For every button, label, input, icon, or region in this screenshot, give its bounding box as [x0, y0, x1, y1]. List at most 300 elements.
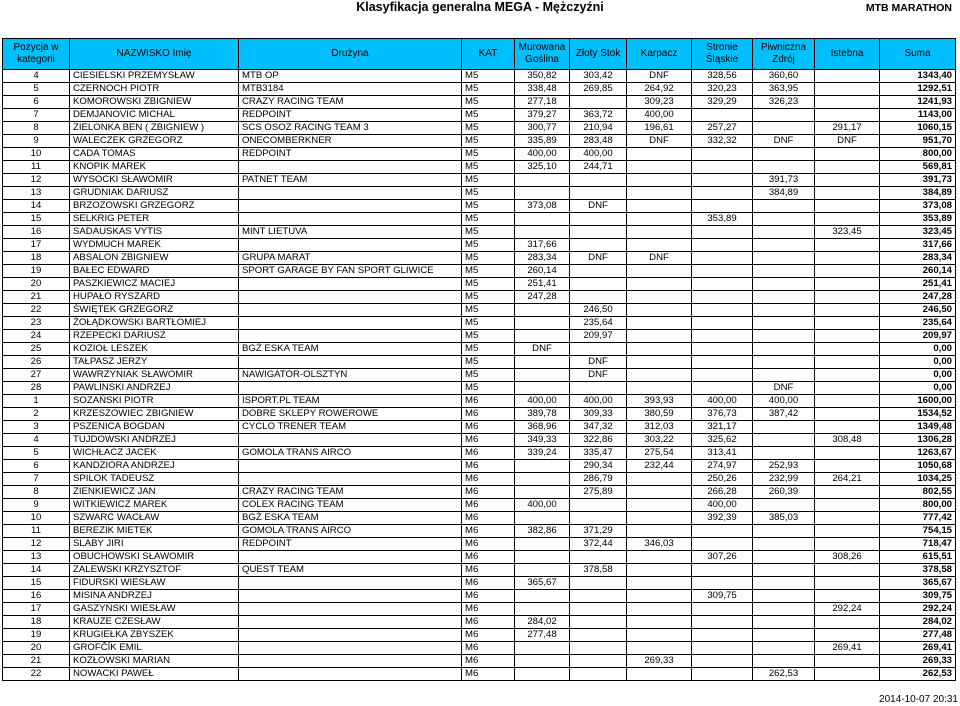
piwniczna-zdroj-cell: [753, 330, 815, 343]
category-cell: M6: [462, 525, 515, 538]
zloty-stok-cell: 372,44: [570, 538, 627, 551]
murowana-goslina-cell: 283,34: [515, 252, 570, 265]
table-row: [3, 226, 956, 239]
stronie-slaskie-cell: [692, 382, 753, 395]
sum-cell: 0,00: [880, 369, 956, 382]
name-cell: WAWRZYNIAK SŁAWOMIR: [70, 369, 239, 382]
stronie-slaskie-cell: 400,00: [692, 499, 753, 512]
category-cell: M6: [462, 629, 515, 642]
table-row: [3, 343, 956, 356]
category-cell: M6: [462, 577, 515, 590]
table-row: [3, 304, 956, 317]
zloty-stok-cell: [570, 577, 627, 590]
murowana-goslina-cell: 338,48: [515, 83, 570, 96]
zloty-stok-cell: DNF: [570, 369, 627, 382]
murowana-goslina-cell: [515, 473, 570, 486]
stronie-slaskie-cell: 392,39: [692, 512, 753, 525]
sum-cell: 251,41: [880, 278, 956, 291]
table-row: [3, 460, 956, 473]
column-header: Pozycja w kategorii: [3, 39, 70, 70]
sum-cell: 1292,51: [880, 83, 956, 96]
zloty-stok-cell: 303,42: [570, 70, 627, 83]
murowana-goslina-cell: 260,14: [515, 265, 570, 278]
istebna-cell: [815, 304, 880, 317]
istebna-cell: [815, 655, 880, 668]
category-cell: M6: [462, 460, 515, 473]
istebna-cell: [815, 70, 880, 83]
position-cell: 9: [3, 135, 70, 148]
piwniczna-zdroj-cell: [753, 226, 815, 239]
position-cell: 27: [3, 369, 70, 382]
stronie-slaskie-cell: [692, 278, 753, 291]
position-cell: 25: [3, 343, 70, 356]
karpacz-cell: [627, 616, 692, 629]
karpacz-cell: [627, 642, 692, 655]
zloty-stok-cell: [570, 174, 627, 187]
table-row: [3, 369, 956, 382]
karpacz-cell: [627, 590, 692, 603]
table-row: [3, 408, 956, 421]
zloty-stok-cell: [570, 265, 627, 278]
stronie-slaskie-cell: [692, 200, 753, 213]
karpacz-cell: [627, 369, 692, 382]
name-cell: SADAUSKAS VYTIS: [70, 226, 239, 239]
header-row: [3, 39, 956, 70]
position-cell: 26: [3, 356, 70, 369]
murowana-goslina-cell: DNF: [515, 343, 570, 356]
istebna-cell: 308,26: [815, 551, 880, 564]
karpacz-cell: [627, 239, 692, 252]
piwniczna-zdroj-cell: [753, 265, 815, 278]
stronie-slaskie-cell: 313,41: [692, 447, 753, 460]
position-cell: 7: [3, 473, 70, 486]
zloty-stok-cell: 210,94: [570, 122, 627, 135]
category-cell: M6: [462, 590, 515, 603]
position-cell: 12: [3, 174, 70, 187]
position-cell: 13: [3, 187, 70, 200]
stronie-slaskie-cell: 376,73: [692, 408, 753, 421]
name-cell: PSZENICA BOGDAN: [70, 421, 239, 434]
karpacz-cell: DNF: [627, 135, 692, 148]
team-cell: GRUPA MARAT: [239, 252, 462, 265]
zloty-stok-cell: [570, 655, 627, 668]
karpacz-cell: 303,22: [627, 434, 692, 447]
istebna-cell: 269,41: [815, 642, 880, 655]
position-cell: 15: [3, 213, 70, 226]
piwniczna-zdroj-cell: 400,00: [753, 395, 815, 408]
name-cell: PAWLINSKI ANDRZEJ: [70, 382, 239, 395]
sum-cell: 1306,28: [880, 434, 956, 447]
stronie-slaskie-cell: 325,62: [692, 434, 753, 447]
name-cell: PASZKIEWICZ MACIEJ: [70, 278, 239, 291]
team-cell: REDPOINT: [239, 109, 462, 122]
karpacz-cell: [627, 317, 692, 330]
istebna-cell: [815, 512, 880, 525]
name-cell: WYSOCKI SŁAWOMIR: [70, 174, 239, 187]
table-row: [3, 486, 956, 499]
position-cell: 10: [3, 148, 70, 161]
team-cell: [239, 642, 462, 655]
position-cell: 21: [3, 655, 70, 668]
table-row: [3, 187, 956, 200]
team-cell: [239, 200, 462, 213]
position-cell: 28: [3, 382, 70, 395]
table-row: [3, 83, 956, 96]
stronie-slaskie-cell: [692, 265, 753, 278]
sum-cell: 1343,40: [880, 70, 956, 83]
istebna-cell: 291,17: [815, 122, 880, 135]
piwniczna-zdroj-cell: [753, 278, 815, 291]
karpacz-cell: [627, 343, 692, 356]
zloty-stok-cell: 269,85: [570, 83, 627, 96]
stronie-slaskie-cell: 353,89: [692, 213, 753, 226]
category-cell: M5: [462, 70, 515, 83]
murowana-goslina-cell: 349,33: [515, 434, 570, 447]
sum-cell: 1034,25: [880, 473, 956, 486]
karpacz-cell: [627, 200, 692, 213]
murowana-goslina-cell: [515, 668, 570, 681]
category-cell: M5: [462, 174, 515, 187]
column-header: Piwniczna Zdrój: [753, 39, 815, 70]
zloty-stok-cell: [570, 629, 627, 642]
karpacz-cell: [627, 668, 692, 681]
position-cell: 4: [3, 434, 70, 447]
karpacz-cell: [627, 265, 692, 278]
istebna-cell: [815, 356, 880, 369]
name-cell: ZIELONKA BEN ( ZBIGNIEW ): [70, 122, 239, 135]
name-cell: KOMOROWSKI ZBIGNIEW: [70, 96, 239, 109]
team-cell: ISPORT.PL TEAM: [239, 395, 462, 408]
murowana-goslina-cell: 277,48: [515, 629, 570, 642]
column-header: NAZWISKO Imię: [70, 39, 239, 70]
team-cell: [239, 239, 462, 252]
murowana-goslina-cell: [515, 486, 570, 499]
table-row: [3, 161, 956, 174]
zloty-stok-cell: [570, 213, 627, 226]
zloty-stok-cell: 244,71: [570, 161, 627, 174]
piwniczna-zdroj-cell: [753, 239, 815, 252]
karpacz-cell: [627, 161, 692, 174]
category-cell: M6: [462, 499, 515, 512]
table-body: [3, 70, 956, 681]
karpacz-cell: [627, 564, 692, 577]
stronie-slaskie-cell: [692, 603, 753, 616]
table-row: [3, 421, 956, 434]
piwniczna-zdroj-cell: [753, 213, 815, 226]
table-row: [3, 109, 956, 122]
murowana-goslina-cell: 284,02: [515, 616, 570, 629]
sum-cell: 1534,52: [880, 408, 956, 421]
team-cell: QUEST TEAM: [239, 564, 462, 577]
name-cell: DEMJANOVIC MICHAL: [70, 109, 239, 122]
position-cell: 14: [3, 564, 70, 577]
position-cell: 20: [3, 278, 70, 291]
piwniczna-zdroj-cell: [753, 421, 815, 434]
sum-cell: 284,02: [880, 616, 956, 629]
name-cell: WICHŁACZ JACEK: [70, 447, 239, 460]
piwniczna-zdroj-cell: [753, 447, 815, 460]
category-cell: M5: [462, 369, 515, 382]
stronie-slaskie-cell: 329,29: [692, 96, 753, 109]
sum-cell: 365,67: [880, 577, 956, 590]
karpacz-cell: 393,93: [627, 395, 692, 408]
stronie-slaskie-cell: 257,27: [692, 122, 753, 135]
karpacz-cell: [627, 304, 692, 317]
zloty-stok-cell: 275,89: [570, 486, 627, 499]
table-row: [3, 551, 956, 564]
category-cell: M5: [462, 148, 515, 161]
karpacz-cell: [627, 187, 692, 200]
piwniczna-zdroj-cell: [753, 356, 815, 369]
karpacz-cell: [627, 486, 692, 499]
stronie-slaskie-cell: [692, 343, 753, 356]
page-title: Klasyfikacja generalna MEGA - Mężczyźni: [356, 0, 604, 14]
murowana-goslina-cell: 317,66: [515, 239, 570, 252]
position-cell: 15: [3, 577, 70, 590]
table-row: [3, 434, 956, 447]
category-cell: M5: [462, 291, 515, 304]
team-cell: ONECOMBERKNER: [239, 135, 462, 148]
murowana-goslina-cell: 251,41: [515, 278, 570, 291]
sum-cell: 373,08: [880, 200, 956, 213]
position-cell: 9: [3, 499, 70, 512]
position-cell: 23: [3, 317, 70, 330]
name-cell: SZWARC WACŁAW: [70, 512, 239, 525]
table-row: [3, 525, 956, 538]
zloty-stok-cell: 347,32: [570, 421, 627, 434]
zloty-stok-cell: DNF: [570, 356, 627, 369]
murowana-goslina-cell: [515, 356, 570, 369]
position-cell: 18: [3, 252, 70, 265]
piwniczna-zdroj-cell: [753, 577, 815, 590]
piwniczna-zdroj-cell: 252,93: [753, 460, 815, 473]
zloty-stok-cell: 322,86: [570, 434, 627, 447]
sum-cell: 309,75: [880, 590, 956, 603]
name-cell: WITKIEWICZ MAREK: [70, 499, 239, 512]
murowana-goslina-cell: [515, 512, 570, 525]
name-cell: BRZOZOWSKI GRZEGORZ: [70, 200, 239, 213]
category-cell: M6: [462, 616, 515, 629]
karpacz-cell: DNF: [627, 252, 692, 265]
sum-cell: 777,42: [880, 512, 956, 525]
karpacz-cell: [627, 174, 692, 187]
zloty-stok-cell: [570, 382, 627, 395]
sum-cell: 800,00: [880, 148, 956, 161]
piwniczna-zdroj-cell: 385,03: [753, 512, 815, 525]
piwniczna-zdroj-cell: DNF: [753, 382, 815, 395]
stronie-slaskie-cell: [692, 330, 753, 343]
piwniczna-zdroj-cell: [753, 499, 815, 512]
murowana-goslina-cell: [515, 330, 570, 343]
team-cell: BGŻ ESKA TEAM: [239, 343, 462, 356]
zloty-stok-cell: 335,47: [570, 447, 627, 460]
category-cell: M6: [462, 655, 515, 668]
piwniczna-zdroj-cell: [753, 109, 815, 122]
stronie-slaskie-cell: [692, 252, 753, 265]
sum-cell: 209,97: [880, 330, 956, 343]
category-cell: M6: [462, 603, 515, 616]
position-cell: 20: [3, 642, 70, 655]
zloty-stok-cell: 283,48: [570, 135, 627, 148]
karpacz-cell: DNF: [627, 70, 692, 83]
sum-cell: 378,58: [880, 564, 956, 577]
category-cell: M5: [462, 187, 515, 200]
table-row: [3, 200, 956, 213]
column-header: Murowana Goślina: [515, 39, 570, 70]
table-row: [3, 473, 956, 486]
table-row: [3, 577, 956, 590]
sum-cell: 283,34: [880, 252, 956, 265]
sum-cell: 800,00: [880, 499, 956, 512]
murowana-goslina-cell: [515, 317, 570, 330]
team-cell: REDPOINT: [239, 148, 462, 161]
zloty-stok-cell: [570, 512, 627, 525]
table-row: [3, 213, 956, 226]
team-cell: CRAZY RACING TEAM: [239, 96, 462, 109]
category-cell: M6: [462, 551, 515, 564]
karpacz-cell: [627, 226, 692, 239]
murowana-goslina-cell: 247,28: [515, 291, 570, 304]
category-cell: M6: [462, 447, 515, 460]
istebna-cell: [815, 395, 880, 408]
stronie-slaskie-cell: [692, 304, 753, 317]
position-cell: 13: [3, 551, 70, 564]
category-cell: M6: [462, 408, 515, 421]
table-row: [3, 135, 956, 148]
piwniczna-zdroj-cell: 360,60: [753, 70, 815, 83]
zloty-stok-cell: [570, 226, 627, 239]
zloty-stok-cell: [570, 642, 627, 655]
murowana-goslina-cell: 325,10: [515, 161, 570, 174]
table-row: [3, 655, 956, 668]
team-cell: [239, 551, 462, 564]
name-cell: MISINA ANDRZEJ: [70, 590, 239, 603]
team-cell: [239, 434, 462, 447]
table-row: [3, 148, 956, 161]
istebna-cell: [815, 525, 880, 538]
stronie-slaskie-cell: 321,17: [692, 421, 753, 434]
murowana-goslina-cell: 335,89: [515, 135, 570, 148]
table-row: [3, 317, 956, 330]
team-cell: SPORT GARAGE BY FAN SPORT GLIWICE: [239, 265, 462, 278]
name-cell: KANDZIORA ANDRZEJ: [70, 460, 239, 473]
category-cell: M6: [462, 538, 515, 551]
istebna-cell: [815, 317, 880, 330]
sum-cell: 353,89: [880, 213, 956, 226]
istebna-cell: [815, 343, 880, 356]
sum-cell: 0,00: [880, 343, 956, 356]
murowana-goslina-cell: 350,82: [515, 70, 570, 83]
karpacz-cell: 380,59: [627, 408, 692, 421]
name-cell: ŚWIĘTEK GRZEGORZ: [70, 304, 239, 317]
category-cell: M5: [462, 343, 515, 356]
piwniczna-zdroj-cell: [753, 252, 815, 265]
stronie-slaskie-cell: 320,23: [692, 83, 753, 96]
sum-cell: 1060,15: [880, 122, 956, 135]
stronie-slaskie-cell: [692, 564, 753, 577]
category-cell: M5: [462, 135, 515, 148]
stronie-slaskie-cell: [692, 616, 753, 629]
piwniczna-zdroj-cell: [753, 317, 815, 330]
stronie-slaskie-cell: 307,26: [692, 551, 753, 564]
karpacz-cell: [627, 330, 692, 343]
stronie-slaskie-cell: [692, 226, 753, 239]
stronie-slaskie-cell: [692, 629, 753, 642]
brand-label: MTB MARATHON: [865, 2, 952, 14]
piwniczna-zdroj-cell: 232,99: [753, 473, 815, 486]
sum-cell: 569,81: [880, 161, 956, 174]
sum-cell: 292,24: [880, 603, 956, 616]
page-header: [0, 0, 960, 16]
table-row: [3, 603, 956, 616]
table-row: [3, 252, 956, 265]
sum-cell: 391,73: [880, 174, 956, 187]
category-cell: M5: [462, 213, 515, 226]
piwniczna-zdroj-cell: [753, 343, 815, 356]
istebna-cell: [815, 447, 880, 460]
murowana-goslina-cell: [515, 460, 570, 473]
karpacz-cell: [627, 148, 692, 161]
karpacz-cell: 269,33: [627, 655, 692, 668]
team-cell: GOMOLA TRANS AIRCO: [239, 525, 462, 538]
zloty-stok-cell: [570, 239, 627, 252]
murowana-goslina-cell: [515, 304, 570, 317]
piwniczna-zdroj-cell: [753, 304, 815, 317]
karpacz-cell: [627, 525, 692, 538]
category-cell: M5: [462, 122, 515, 135]
murowana-goslina-cell: [515, 590, 570, 603]
name-cell: ŻOŁĄDKOWSKI BARTŁOMIEJ: [70, 317, 239, 330]
stronie-slaskie-cell: 328,56: [692, 70, 753, 83]
karpacz-cell: [627, 577, 692, 590]
piwniczna-zdroj-cell: [753, 642, 815, 655]
name-cell: KRUGIEŁKA ZBYSZEK: [70, 629, 239, 642]
category-cell: M6: [462, 395, 515, 408]
table-row: [3, 395, 956, 408]
piwniczna-zdroj-cell: [753, 629, 815, 642]
team-cell: GOMOLA TRANS AIRCO: [239, 447, 462, 460]
category-cell: M5: [462, 278, 515, 291]
piwniczna-zdroj-cell: [753, 434, 815, 447]
murowana-goslina-cell: [515, 382, 570, 395]
team-cell: [239, 616, 462, 629]
piwniczna-zdroj-cell: [753, 200, 815, 213]
zloty-stok-cell: 246,50: [570, 304, 627, 317]
team-cell: [239, 473, 462, 486]
position-cell: 1: [3, 395, 70, 408]
sum-cell: 754,15: [880, 525, 956, 538]
sum-cell: 247,28: [880, 291, 956, 304]
table-row: [3, 70, 956, 83]
sum-cell: 269,41: [880, 642, 956, 655]
stronie-slaskie-cell: [692, 655, 753, 668]
istebna-cell: [815, 408, 880, 421]
istebna-cell: [815, 460, 880, 473]
sum-cell: 317,66: [880, 239, 956, 252]
karpacz-cell: [627, 291, 692, 304]
category-cell: M5: [462, 304, 515, 317]
piwniczna-zdroj-cell: [753, 603, 815, 616]
column-header: Karpacz: [627, 39, 692, 70]
name-cell: SPILOK TADEUSZ: [70, 473, 239, 486]
table-row: [3, 174, 956, 187]
team-cell: [239, 213, 462, 226]
team-cell: [239, 460, 462, 473]
position-cell: 5: [3, 447, 70, 460]
position-cell: 24: [3, 330, 70, 343]
istebna-cell: 264,21: [815, 473, 880, 486]
name-cell: CIESIELSKI PRZEMYSŁAW: [70, 70, 239, 83]
